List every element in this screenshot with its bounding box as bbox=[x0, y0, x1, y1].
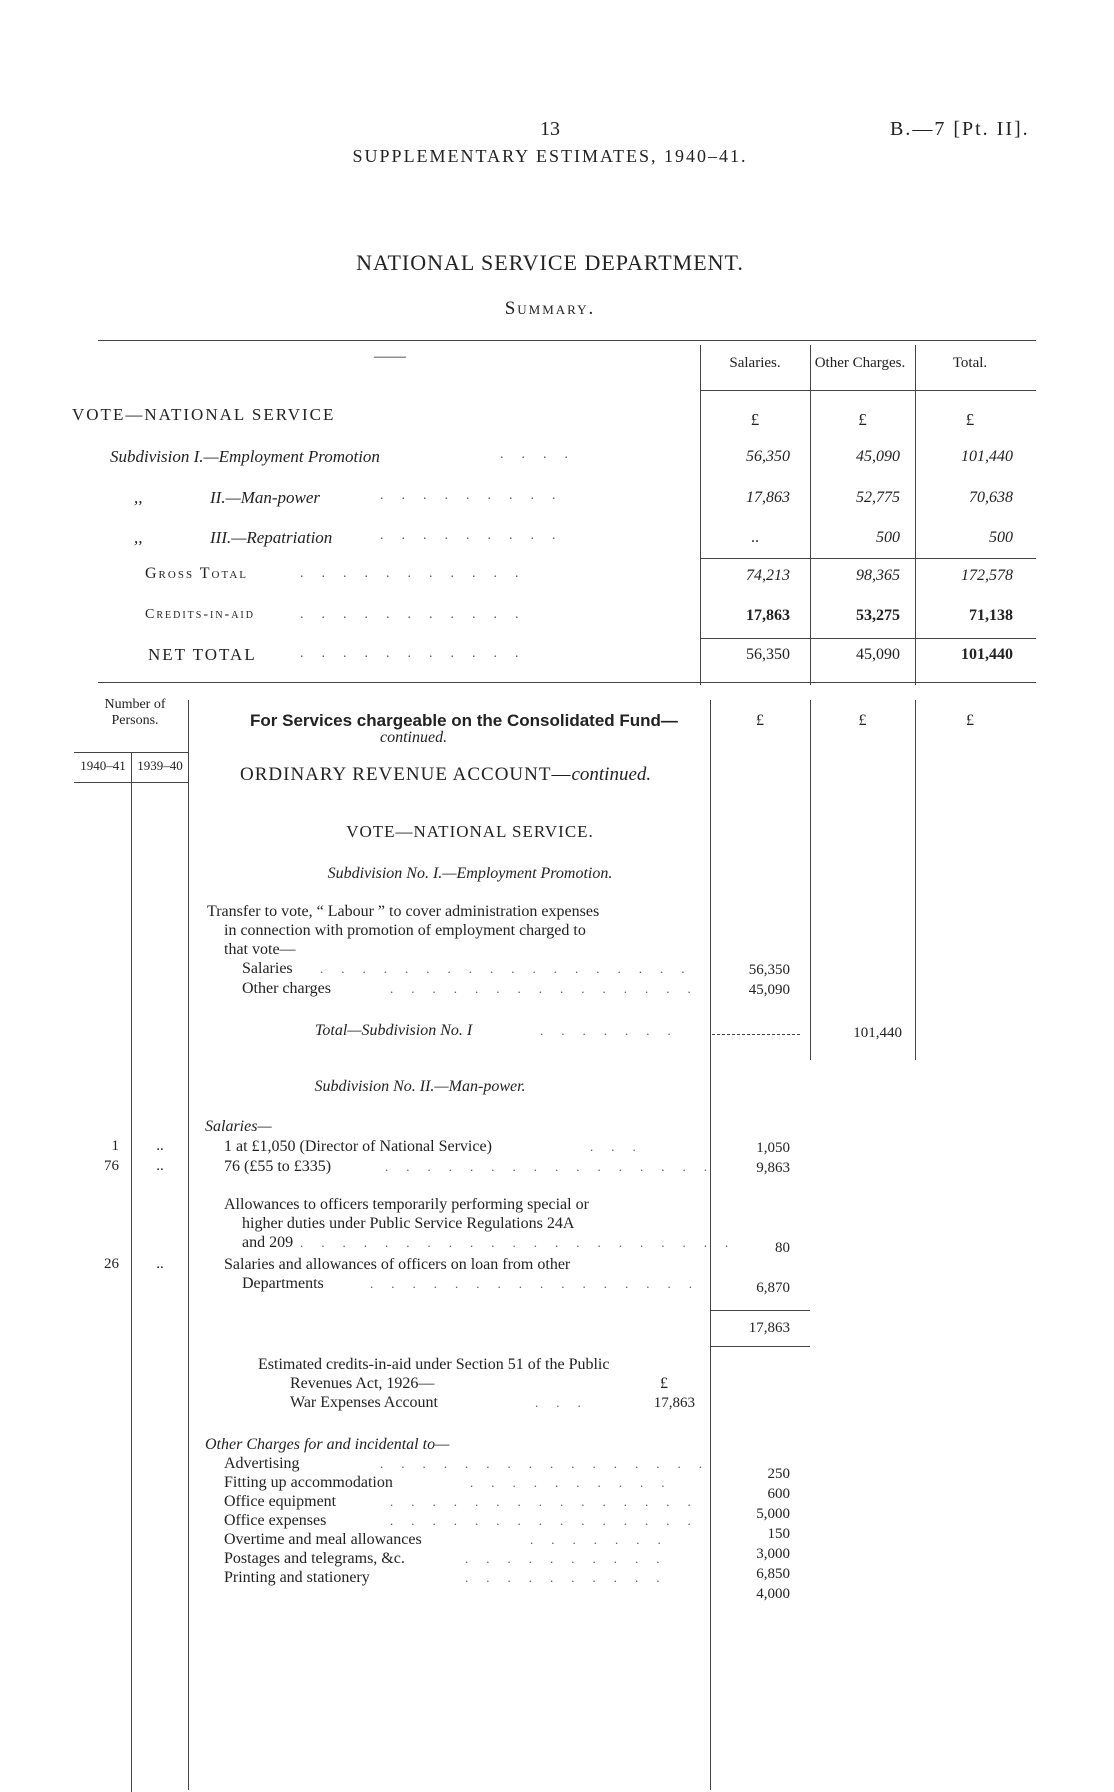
other-item-1-label: Advertising bbox=[224, 1455, 300, 1472]
leader-dots: .......... bbox=[465, 1551, 678, 1566]
sub2-salary-2-label: 76 (£55 to £335) bbox=[224, 1158, 332, 1175]
summary-top-rule bbox=[98, 340, 1036, 341]
sub1-total-value: 101,440 bbox=[853, 1025, 902, 1041]
sub2-allowances-line-1: Allowances to officers temporarily performing special or bbox=[224, 1196, 589, 1213]
sub2-salary-1-label: 1 at £1,050 (Director of National Service) bbox=[224, 1138, 492, 1155]
persons-column-right bbox=[188, 700, 189, 1790]
sub2-loan-persons: 26 bbox=[104, 1256, 119, 1272]
amount-column-middle bbox=[810, 700, 811, 1060]
sub2-credits-currency: £ bbox=[660, 1375, 668, 1392]
fund-continued: continued. bbox=[380, 729, 448, 746]
sub2-salary-2-amount: 9,863 bbox=[756, 1160, 790, 1176]
net-total-label: NET TOTAL bbox=[148, 645, 257, 664]
other-item-5-label: Overtime and meal allowances bbox=[224, 1531, 422, 1548]
column-header-other-charges: Other Charges. bbox=[814, 355, 906, 371]
gross-total-total: 172,578 bbox=[961, 567, 1013, 584]
summary-divider-3 bbox=[915, 345, 916, 685]
leader-dots: ............... bbox=[390, 1513, 709, 1528]
summary-header-rule bbox=[700, 390, 1036, 391]
summary-row-3-prefix: ,, bbox=[134, 528, 143, 547]
sub2-loan-prev: .. bbox=[156, 1256, 164, 1272]
department-title: NATIONAL SERVICE DEPARTMENT. bbox=[356, 250, 744, 275]
sub1-transfer-line-1: Transfer to vote, “ Labour ” to cover administration expenses bbox=[207, 903, 600, 920]
sub1-amount-other: 45,090 bbox=[748, 982, 790, 998]
gross-total-other: 98,365 bbox=[856, 567, 900, 584]
year-divider bbox=[131, 752, 132, 782]
summary-row-2-salaries: 17,863 bbox=[746, 489, 790, 506]
leader-dots: .... bbox=[500, 447, 586, 462]
leader-dots: .......... bbox=[465, 1570, 678, 1585]
year-previous: 1939–40 bbox=[137, 758, 183, 773]
sub2-allowances-line-3: and 209 bbox=[242, 1234, 294, 1251]
account-continued: continued. bbox=[571, 764, 652, 785]
summary-row-3-label: III.—Repatriation bbox=[210, 528, 333, 547]
detail-currency-2: £ bbox=[858, 712, 867, 729]
column-header-total: Total. bbox=[952, 355, 988, 371]
vote-heading: VOTE—NATIONAL SERVICE. bbox=[346, 822, 594, 841]
persons-column-divider bbox=[131, 782, 132, 1792]
other-item-4-amount: 150 bbox=[767, 1526, 790, 1542]
sub1-total-rule bbox=[712, 1034, 800, 1035]
year-current: 1940–41 bbox=[80, 758, 126, 773]
leader-dots: ........... bbox=[300, 646, 537, 661]
leader-dots: ............... bbox=[390, 1494, 709, 1509]
summary-row-3-total: 500 bbox=[989, 529, 1013, 546]
sub1-amount-salaries: 56,350 bbox=[748, 962, 790, 978]
sub2-salaries-heading: Salaries— bbox=[205, 1118, 272, 1135]
sub2-salaries-total: 17,863 bbox=[748, 1320, 790, 1336]
sub1-total-label: Total—Subdivision No. I bbox=[315, 1022, 473, 1039]
vote-label: VOTE—NATIONAL SERVICE bbox=[72, 405, 336, 424]
other-item-3-amount: 5,000 bbox=[756, 1506, 790, 1522]
summary-row-3-other: 500 bbox=[876, 529, 900, 546]
credits-in-aid-label: Credits-in-aid bbox=[145, 607, 255, 622]
sub2-salaries-total-rule bbox=[710, 1346, 810, 1347]
gross-total-label: Gross Total bbox=[145, 565, 249, 582]
document-reference: B.—7 [Pt. II]. bbox=[890, 118, 1030, 140]
detail-currency-3: £ bbox=[966, 712, 974, 729]
other-item-1-amount: 250 bbox=[767, 1466, 790, 1482]
publication-title: SUPPLEMENTARY ESTIMATES, 1940–41. bbox=[352, 146, 748, 166]
leader-dots: ........... bbox=[300, 566, 537, 581]
column-header-salaries: Salaries. bbox=[729, 355, 781, 371]
summary-row-2-label: II.—Man-power bbox=[210, 488, 321, 507]
leader-dots: ................ bbox=[370, 1276, 710, 1291]
credits-in-aid-other: 53,275 bbox=[856, 607, 900, 624]
leader-dots: ........... bbox=[300, 607, 537, 622]
summary-row-1-salaries: 56,350 bbox=[746, 448, 790, 465]
net-total-other: 45,090 bbox=[856, 646, 900, 663]
leader-dots: ......... bbox=[380, 528, 574, 543]
other-item-4-label: Office expenses bbox=[224, 1512, 327, 1529]
gross-rule bbox=[700, 558, 1036, 559]
sub1-item-other: Other charges bbox=[242, 980, 331, 997]
other-item-5-amount: 3,000 bbox=[756, 1546, 790, 1562]
sub1-item-salaries: Salaries bbox=[242, 960, 293, 977]
other-item-7-label: Printing and stationery bbox=[224, 1569, 370, 1586]
credits-in-aid-salaries: 17,863 bbox=[746, 607, 790, 624]
sub2-other-heading: Other Charges for and incidental to— bbox=[205, 1436, 450, 1453]
sub1-transfer-line-2: in connection with promotion of employment charged to bbox=[224, 922, 586, 939]
summary-row-2-total: 70,638 bbox=[969, 489, 1013, 506]
sub2-salary-2-persons: 76 bbox=[104, 1158, 119, 1174]
sub2-loan-amount: 6,870 bbox=[756, 1280, 790, 1296]
account-heading bbox=[240, 764, 651, 786]
detail-currency-1: £ bbox=[756, 712, 764, 729]
sub2-salaries-rule bbox=[710, 1310, 810, 1311]
sub2-salary-2-prev: .. bbox=[156, 1158, 164, 1174]
sub2-allowances-line-2: higher duties under Public Service Regulations 24A bbox=[242, 1215, 575, 1232]
fund-heading: For Services chargeable on the Consolidated Fund— bbox=[250, 711, 678, 730]
sub2-heading: Subdivision No. II.—Man-power. bbox=[314, 1078, 526, 1095]
summary-row-2-prefix: ,, bbox=[134, 488, 143, 507]
summary-row-1-other: 45,090 bbox=[856, 448, 900, 465]
sub2-salary-1-persons: 1 bbox=[111, 1138, 119, 1154]
other-item-3-label: Office equipment bbox=[224, 1493, 337, 1510]
summary-row-1-total: 101,440 bbox=[961, 448, 1013, 465]
currency-salaries: £ bbox=[750, 410, 760, 429]
sub2-war-label: War Expenses Account bbox=[290, 1394, 438, 1411]
leader-dots: ............... bbox=[390, 981, 709, 996]
sub2-credits-line-1: Estimated credits-in-aid under Section 51 of the Public bbox=[258, 1356, 610, 1373]
summary-divider-1 bbox=[700, 345, 701, 685]
other-item-7-amount: 4,000 bbox=[756, 1586, 790, 1602]
other-item-6-label: Postages and telegrams, &c. bbox=[224, 1550, 405, 1567]
sub2-credits-line-2: Revenues Act, 1926— bbox=[290, 1375, 435, 1392]
leader-dots: ....... bbox=[530, 1532, 679, 1547]
sub2-salary-1-prev: .. bbox=[156, 1138, 164, 1154]
sub1-transfer-line-3: that vote— bbox=[224, 941, 296, 958]
other-item-2-label: Fitting up accommodation bbox=[224, 1474, 393, 1491]
net-rule bbox=[700, 638, 1036, 639]
leader-dots: ....... bbox=[540, 1023, 689, 1038]
persons-header: Number of Persons. bbox=[104, 697, 166, 728]
credits-in-aid-total: 71,138 bbox=[969, 607, 1013, 624]
summary-title: Summary. bbox=[504, 298, 596, 319]
leader-dots: ... bbox=[535, 1395, 599, 1410]
leader-dots: ................ bbox=[385, 1159, 725, 1174]
summary-row-2-other: 52,775 bbox=[856, 489, 900, 506]
summary-row-3-salaries: .. bbox=[751, 529, 759, 546]
leader-dots: .......... bbox=[470, 1475, 683, 1490]
net-total-salaries: 56,350 bbox=[746, 646, 790, 663]
leader-dots: ..................... bbox=[300, 1235, 747, 1250]
sub1-heading: Subdivision No. I.—Employment Promotion. bbox=[327, 865, 613, 882]
page-number: 13 bbox=[540, 118, 560, 140]
summary-head-dash: —— bbox=[374, 348, 406, 365]
sub2-loan-line-1: Salaries and allowances of officers on loan from other bbox=[224, 1256, 571, 1273]
other-item-2-amount: 600 bbox=[767, 1486, 790, 1502]
account-heading-text: ORDINARY REVENUE ACCOUNT— bbox=[240, 764, 572, 785]
summary-row-1-label: Subdivision I.—Employment Promotion bbox=[110, 447, 380, 466]
amount-column-right bbox=[915, 700, 916, 1060]
gross-total-salaries: 74,213 bbox=[746, 567, 790, 584]
sub2-allowances-amount: 80 bbox=[775, 1240, 790, 1256]
sub2-salary-1-amount: 1,050 bbox=[756, 1140, 790, 1156]
other-item-6-amount: 6,850 bbox=[756, 1566, 790, 1582]
leader-dots: ......... bbox=[380, 488, 574, 503]
sub2-loan-line-2: Departments bbox=[242, 1275, 324, 1292]
summary-divider-2 bbox=[810, 345, 811, 685]
net-total-total: 101,440 bbox=[961, 646, 1013, 663]
sub2-war-amount: 17,863 bbox=[653, 1395, 695, 1411]
leader-dots: ................ bbox=[380, 1456, 720, 1471]
summary-bottom-rule bbox=[98, 682, 1036, 683]
currency-total: £ bbox=[965, 410, 975, 429]
leader-dots: .................. bbox=[320, 961, 703, 976]
currency-other: £ bbox=[858, 410, 867, 429]
leader-dots: ... bbox=[590, 1139, 654, 1154]
